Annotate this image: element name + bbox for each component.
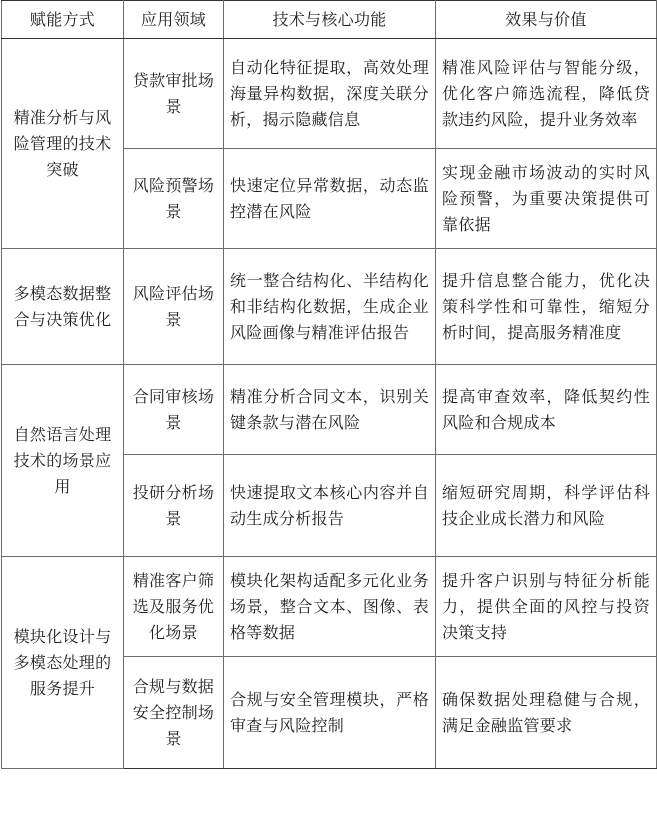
effect-cell: 确保数据处理稳健与合规，满足金融监管要求 <box>436 657 657 769</box>
table-row <box>2 365 657 455</box>
header-application-area: 应用领域 <box>124 1 224 39</box>
tech-cell: 模块化架构适配多元化业务场景，整合文本、图像、表格等数据 <box>224 557 436 657</box>
area-cell: 风险评估场景 <box>124 249 224 365</box>
category-cell: 精准分析与风险管理的技术突破 <box>2 39 124 249</box>
area-cell: 合同审核场景 <box>124 365 224 455</box>
header-empowerment-method: 赋能方式 <box>2 1 124 39</box>
area-cell: 精准客户筛选及服务优化场景 <box>124 557 224 657</box>
effect-cell: 实现金融市场波动的实时风险预警，为重要决策提供可靠依据 <box>436 149 657 249</box>
area-cell: 合规与数据安全控制场景 <box>124 657 224 769</box>
area-cell: 风险预警场景 <box>124 149 224 249</box>
empowerment-table <box>1 0 657 769</box>
tech-cell: 统一整合结构化、半结构化和非结构化数据，生成企业风险画像与精准评估报告 <box>224 249 436 365</box>
area-cell: 投研分析场景 <box>124 455 224 557</box>
category-cell: 模块化设计与多模态处理的服务提升 <box>2 557 124 769</box>
header-row <box>2 1 657 39</box>
tech-cell: 快速定位异常数据，动态监控潜在风险 <box>224 149 436 249</box>
effect-cell: 提升客户识别与特征分析能力，提供全面的风控与投资决策支持 <box>436 557 657 657</box>
area-cell: 贷款审批场景 <box>124 39 224 149</box>
header-tech-core-function: 技术与核心功能 <box>224 1 436 39</box>
tech-cell: 快速提取文本核心内容并自动生成分析报告 <box>224 455 436 557</box>
table-row <box>2 39 657 149</box>
category-cell: 自然语言处理技术的场景应用 <box>2 365 124 557</box>
category-cell: 多模态数据整合与决策优化 <box>2 249 124 365</box>
table-row <box>2 557 657 657</box>
tech-cell: 精准分析合同文本，识别关键条款与潜在风险 <box>224 365 436 455</box>
effect-cell: 提升信息整合能力，优化决策科学性和可靠性，缩短分析时间，提高服务精准度 <box>436 249 657 365</box>
effect-cell: 缩短研究周期，科学评估科技企业成长潜力和风险 <box>436 455 657 557</box>
table-row <box>2 249 657 365</box>
effect-cell: 提高审查效率，降低契约性风险和合规成本 <box>436 365 657 455</box>
tech-cell: 自动化特征提取，高效处理海量异构数据，深度关联分析，揭示隐藏信息 <box>224 39 436 149</box>
header-effect-value: 效果与价值 <box>436 1 657 39</box>
tech-cell: 合规与安全管理模块，严格审查与风险控制 <box>224 657 436 769</box>
effect-cell: 精准风险评估与智能分级，优化客户筛选流程，降低贷款违约风险，提升业务效率 <box>436 39 657 149</box>
